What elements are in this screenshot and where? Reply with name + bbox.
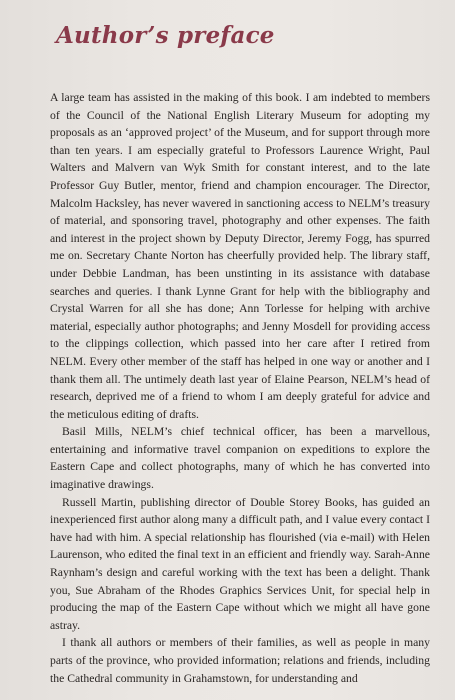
preface-body (50, 89, 430, 687)
paragraph: Basil Mills, NELM’s chief technical officer, has been a marvellous, entertaining and informative travel companion on expeditions to explore the Eastern Cape and collect photographs, many of which he has converted into imaginative drawings. (50, 425, 430, 492)
paragraph: A large team has assisted in the making of this book. I am indebted to members of the Council of the National English Literary Museum for adopting my proposals as an ‘approved project’ of the Museum, and for support through more than ten years. I am especially grateful to Professors Laurence Wright, Paul Walters and Malvern van Wyk Smith for constant interest, and to the late Professor Guy Butler, mentor, friend and champion encourager. The Director, Malcolm Hacksley, has never wavered in sanctioning access to NELM’s treasury of material, and sponsoring travel, photography and other expenses. The faith and interest in the project shown by Deputy Director, Jeremy Fogg, has spurred me on. Secretary Chante Norton has cheerfully provided help. The library staff, under Debbie Landman, has been unstinting in its assistance with database searches and queries. I thank Lynne Grant for help with the bibliography and Crystal Warren for all she has done; Ann Torlesse for helping with archive material, especially author photographs; and Jenny Mosdell for providing access to the clippings collection, which passed into her care after I retired from NELM. Every other member of the staff has helped in one way or another and I thank them all. The untimely death last year of Elaine Pearson, NELM’s head of research, deprived me of a friend to whom I am deeply grateful for advice and the meticulous editing of drafts. (50, 91, 430, 421)
paragraph: Russell Martin, publishing director of Double Storey Books, has guided an inexperienced first author along many a difficult path, and I value every contact I have had with him. A special relationship has flourished (via e-mail) with Helen Laurenson, who edited the final text in an efficient and friendly way. Sarah-Anne Raynham’s design and careful working with the text has been a delight. Thank you, Sue Abraham of the Rhodes Graphics Services Unit, for special help in producing the map of the Eastern Cape without which we might all have gone astray. (50, 495, 430, 632)
paragraph: I thank all authors or members of their families, as well as people in many parts of the province, who provided information; relations and friends, including the Cathedral community in Grahamstown, for understanding and (50, 636, 430, 685)
page-title: Author’s preface (56, 22, 275, 49)
